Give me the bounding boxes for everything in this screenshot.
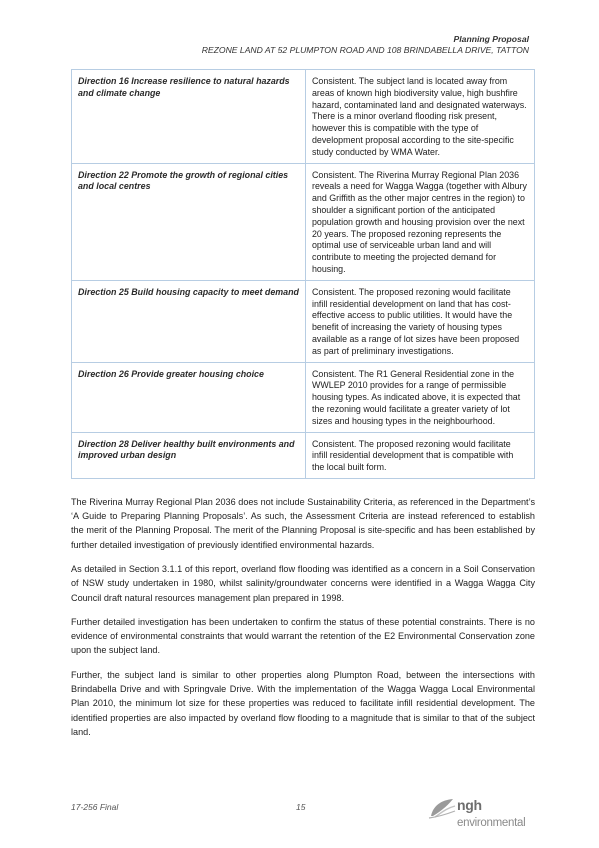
header-title: Planning Proposal: [453, 34, 529, 44]
direction-cell: Direction 22 Promote the growth of regional cities and local centres: [72, 163, 306, 280]
logo-text: [457, 797, 537, 829]
assessment-cell: Consistent. The Riverina Murray Regional Plan 2036 reveals a need for Wagga Wagga (together with Albury and Griffith as the other major centres in the region) to shoulder a significant portion of the anticipated population growth and housing provision over the next 20 years. The proposed rezoning represents the optimal use of serviceable urban land and will contribute to meeting the projected demand for housing.: [306, 163, 535, 280]
direction-cell: Direction 16 Increase resilience to natural hazards and climate change: [72, 70, 306, 164]
ngh-leaf-logo-icon: [427, 796, 457, 820]
direction-cell: Direction 28 Deliver healthy built environments and improved urban design: [72, 432, 306, 478]
footer-doc-ref: 17-256 Final: [71, 802, 119, 812]
paragraph: Further detailed investigation has been undertaken to confirm the status of these potential constraints. There is no evidence of environmental constraints that would warrant the retention of the E2 Environmental Conservation zone upon the subject land.: [71, 617, 535, 656]
direction-cell: Direction 25 Build housing capacity to meet demand: [72, 280, 306, 362]
table-row: [72, 70, 535, 164]
table-row: [72, 432, 535, 478]
body-text: [71, 495, 535, 749]
paragraph: The Riverina Murray Regional Plan 2036 does not include Sustainability Criteria, as referenced in the Department’s ‘A Guide to Preparing Planning Proposals’. As such, the Assessment Criteria are instead referenced to establish the merit of the Planning Proposal. The merit of the Planning Proposal is site-specific and has been established by further detailed investigation of previously identified environmental hazards.: [71, 497, 535, 550]
assessment-cell: Consistent. The subject land is located away from areas of known high biodiversity value, high bushfire hazard, contaminated land and designated waterways. There is a minor overland flooding risk present, however this is compatible with the type of development proposal according to the site-specific study conducted by WMA Water.: [306, 70, 535, 164]
logo-suffix: environmental: [457, 817, 526, 829]
page-number: 15: [296, 802, 306, 812]
company-logo: [427, 796, 537, 829]
directions-table: [71, 69, 535, 479]
paragraph: As detailed in Section 3.1.1 of this report, overland flow flooding was identified as a concern in a Soil Conservation of NSW study undertaken in 1980, whilst salinity/groundwater concerns were identified in a Wagga Wagga City Council draft natural resources management plan prepared in 1998.: [71, 564, 535, 603]
paragraph: Further, the subject land is similar to other properties along Plumpton Road, between the intersections with Brindabella Drive and with Springvale Drive. With the implementation of the Wagga Wagga Local Environmental Plan 2010, the minimum lot size for these properties was reduced to facilitate infill residential development. The identified properties are also impacted by overland flow flooding to a magnitude that is similar to that of the subject land.: [71, 669, 535, 737]
assessment-cell: Consistent. The proposed rezoning would facilitate infill residential development that is compatible with the local built form.: [306, 432, 535, 478]
direction-cell: Direction 26 Provide greater housing choice: [72, 362, 306, 432]
table-row: [72, 362, 535, 432]
page-header: [202, 34, 529, 56]
header-subtitle: REZONE LAND AT 52 PLUMPTON ROAD AND 108 BRINDABELLA DRIVE, TATTON: [201, 45, 529, 55]
assessment-cell: Consistent. The proposed rezoning would facilitate infill residential development on land that has cost-effective access to public utilities. It would have the benefit of increasing the variety of housing types available as a range of lot sizes have been proposed as part of preliminary investigations.: [306, 280, 535, 362]
table-row: [72, 280, 535, 362]
logo-brand: ngh: [457, 797, 482, 813]
table-row: [72, 163, 535, 280]
assessment-cell: Consistent. The R1 General Residential zone in the WWLEP 2010 provides for a range of permissible housing types. As indicated above, it is expected that the rezoning would facilitate a greater variety of lot sizes and housing types in the neighbourhood.: [306, 362, 535, 432]
